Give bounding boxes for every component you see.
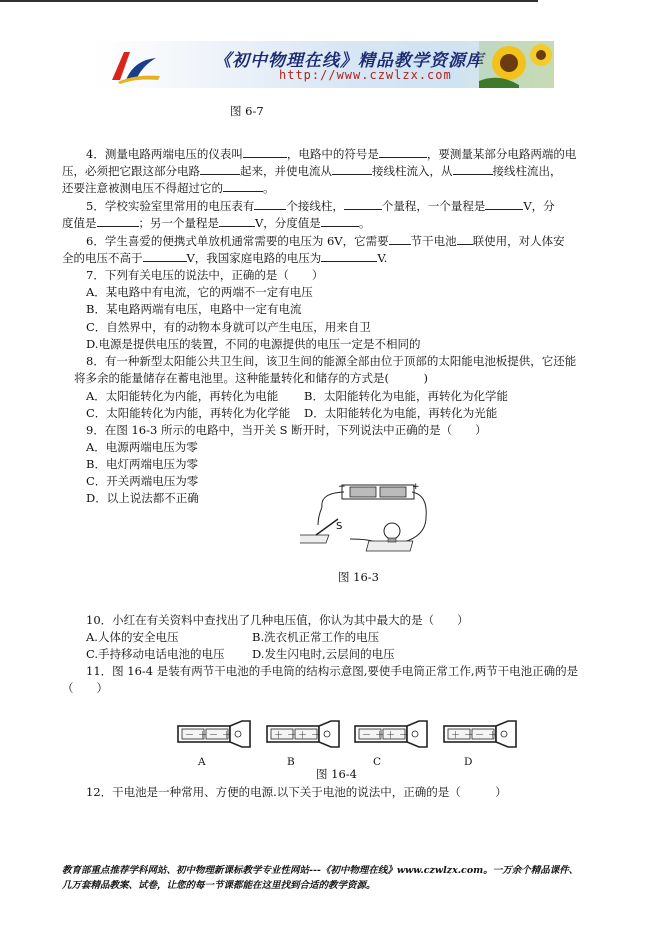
banner-title: 《初中物理在线》精品教学资源库 bbox=[214, 51, 484, 71]
question-8-option-c: C．太阳能转化为内能，再转化为化学能 bbox=[86, 406, 291, 420]
footer-line-2: 几万套精品教案、试卷，让您的每一节课都能在这里找到合适的教学资源。 bbox=[62, 880, 376, 891]
polarity-mark: ＋ bbox=[298, 731, 308, 741]
flashlight-c bbox=[353, 720, 429, 768]
flashlight-d bbox=[442, 720, 518, 768]
question-10-option-c: C.手持移动电话电池的电压 bbox=[86, 647, 225, 661]
figure-6-7-caption: 图 6-7 bbox=[230, 104, 264, 118]
question-8-option-d: D．太阳能转化为电能，再转化为光能 bbox=[304, 406, 498, 420]
header-banner bbox=[94, 41, 554, 88]
question-9-option-c: C．开关两端电压为零 bbox=[86, 474, 199, 488]
polarity-mark: ＋ bbox=[386, 731, 396, 741]
question-4-line-2: 压，必须把它跟这部分电路 起来，并使电流从 接线柱流入，从 接线柱流出， bbox=[62, 164, 562, 178]
polarity-mark: ＋ bbox=[451, 731, 461, 741]
flashlight-icon bbox=[176, 720, 252, 748]
question-5-line-1: 5．学校实验室里常用的电压表有 个接线柱， 个量程，一个量程是 V，分 bbox=[86, 199, 555, 213]
flashlight-label: B bbox=[287, 756, 295, 768]
polarity-mark: － bbox=[464, 731, 474, 741]
polarity-mark: － bbox=[311, 731, 321, 741]
question-10-option-b: B.洗衣机正常工作的电压 bbox=[252, 630, 380, 644]
question-9-option-b: B．电灯两端电压为零 bbox=[86, 457, 198, 471]
flashlight-b bbox=[265, 720, 341, 768]
flashlight-a bbox=[176, 720, 252, 768]
polarity-mark: ＋ bbox=[488, 731, 498, 741]
polarity-mark: － bbox=[399, 731, 409, 741]
light-bulb-icon bbox=[366, 523, 413, 551]
question-6-line-1: 6．学生喜爱的便携式单放机通常需要的电压为 6V，它需要 节干电池 联使用，对人体安 bbox=[86, 234, 565, 248]
question-8-stem-1: 8．有一种新型太阳能公共卫生间，该卫生间的能源全部由位于顶部的太阳能电池板提供，它还能 bbox=[86, 354, 577, 368]
polarity-mark: － bbox=[475, 731, 485, 741]
figure-16-4-caption: 图 16-4 bbox=[316, 767, 357, 781]
question-7-option-c: C．自然界中，有的动物本身就可以产生电压，用来自卫 bbox=[86, 320, 371, 334]
site-logo-icon bbox=[104, 46, 164, 84]
polarity-mark: － bbox=[362, 731, 372, 741]
question-4-line-3: 还要注意被测电压不得超过它的 。 bbox=[62, 181, 275, 195]
question-10-option-a: A.人体的安全电压 bbox=[86, 630, 179, 644]
polarity-mark: ＋ bbox=[274, 731, 284, 741]
figure-16-3-caption: 图 16-3 bbox=[338, 570, 379, 584]
question-9-option-a: A．电源两端电压为零 bbox=[86, 440, 198, 454]
question-9-stem: 9．在图 16-3 所示的电路中，当开关 S 断开时，下列说法中正确的是（ ） bbox=[86, 423, 487, 437]
flashlight-icon bbox=[265, 720, 341, 748]
flashlight-label: A bbox=[198, 756, 206, 768]
polarity-mark: － bbox=[209, 731, 219, 741]
question-6-line-2: 全的电压不高于 V，我国家庭电路的电压为 V. bbox=[62, 251, 388, 265]
question-10-stem: 10．小红在有关资料中查找出了几种电压值，你认为其中最大的是（ ） bbox=[86, 613, 469, 627]
polarity-mark: － bbox=[185, 731, 195, 741]
sunflower-icon bbox=[479, 41, 554, 88]
flashlight-icon bbox=[353, 720, 429, 748]
question-11-stem-2: （ ） bbox=[62, 681, 108, 695]
switch-icon bbox=[300, 519, 338, 543]
question-7-option-d: D.电源是提供电压的装置，不同的电源提供的电压一定是不相同的 bbox=[86, 337, 421, 351]
question-10-option-d: D.发生闪电时,云层间的电压 bbox=[252, 647, 395, 661]
question-7-stem: 7．下列有关电压的说法中，正确的是（ ） bbox=[86, 268, 324, 282]
switch-label: S bbox=[336, 521, 343, 532]
question-12-stem: 12．干电池是一种常用、方便的电源.以下关于电池的说法中，正确的是（ ） bbox=[86, 785, 507, 799]
polarity-mark: ＋ bbox=[375, 731, 385, 741]
question-9-option-d: D．以上说法都不正确 bbox=[86, 491, 199, 505]
circuit-diagram-16-3 bbox=[300, 477, 440, 557]
flashlight-icon bbox=[442, 720, 518, 748]
question-11-stem-1: 11．图 16-4 是装有两节干电池的手电筒的结构示意图,要使手电筒正常工作,两节干电池正确的是 bbox=[86, 664, 579, 678]
flashlight-label: D bbox=[464, 756, 473, 768]
footer-line-1: 教育部重点推荐学科网站、初中物理新课标教学专业性网站---《初中物理在线》www.czwlzx.com。一万余个精品课件、 bbox=[62, 865, 579, 876]
footer-rule bbox=[0, 1, 538, 2]
question-8-option-b: B．太阳能转化为电能，再转化为化学能 bbox=[304, 389, 508, 403]
question-5-line-2: 度值是 ；另一个量程是 V，分度值是 。 bbox=[62, 216, 371, 230]
svg-text:−: − bbox=[338, 482, 346, 492]
battery-box-icon bbox=[338, 482, 420, 499]
svg-text:+: + bbox=[412, 482, 420, 492]
question-7-option-b: B．某电路两端有电压，电路中一定有电流 bbox=[86, 302, 302, 316]
flashlight-label: C bbox=[373, 756, 382, 768]
question-8-option-a: A．太阳能转化为内能，再转化为电能 bbox=[86, 389, 279, 403]
polarity-mark: ＋ bbox=[222, 731, 232, 741]
question-4-line-1: 4．测量电路两端电压的仪表叫 ，电路中的符号是 ，要测量某部分电路两端的电 bbox=[86, 147, 577, 161]
question-7-option-a: A．某电路中有电流，它的两端不一定有电压 bbox=[86, 285, 313, 299]
question-8-stem-2: 将多余的能量储存在蓄电池里。这种能量转化和储存的方式是( ) bbox=[74, 371, 428, 385]
banner-url: http://www.czwlzx.com bbox=[279, 68, 452, 82]
polarity-mark: ＋ bbox=[198, 731, 208, 741]
polarity-mark: － bbox=[287, 731, 297, 741]
